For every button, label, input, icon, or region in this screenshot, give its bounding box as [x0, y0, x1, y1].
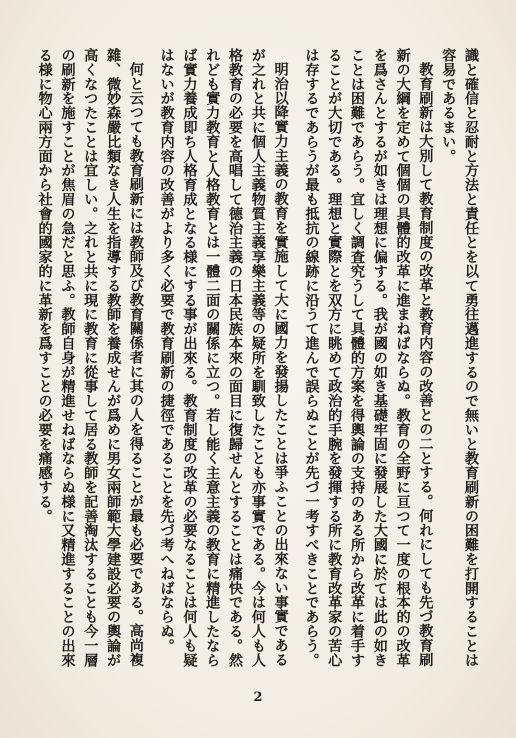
paragraph-meiji-education: 明治以降實力主義の教育を實施して大に國力を發揚したことは爭ふことの出來ない事實であるが之れと共に個人主義物質主義享樂主義等の疑所を馴致したことも亦事實である。今は何人も人格教育の必要を高唱して德治主義の日本民族本來の面目に復歸せんとすることは痛快である。然れども實力教育と人格教育とは一體二面の關係に立つ。若し能く主意主義の教育に精進したならば實力養成即ち人格育成となる様にする事が出來る。教育制度の改革の必要なることは何人も疑はないが教育内容の改善がより多く必要で教育刷新の捷徑であることを先づ考へねばならぬ。: [158, 48, 289, 668]
paragraph-continuation: 識と確信と忍耐と方法と責任とを以て勇往邁進するので無いと教育刷新の困難を打開することは容易であるまい。: [440, 48, 479, 668]
paragraph-teachers: 何と云つても教育刷新には教師及び教育關係者に其の人を得ることが最も必要である。高尚複雜、微妙森嚴比類なき人生を指導する教師を養成せんが爲めに男女兩師範大學建設必要の輿論が高くなつたことは宜しい。之れと共に現に教育に從事して居る教師を記善淘汰することも今一層の刷新を施すことが焦眉の急だと思ふ。教師自身が精進せねばならぬ様に又精進することの出來る様に物心兩方面から社會的國家的に革新を爲すことの必要を痛感する。: [36, 48, 144, 668]
paragraph-education-reform: 教育刷新は大別して教育制度の改革と教育内容の改善との二とする。何れにしても先づ教育刷新の大綱を定めて個個の具體的改革に進まねばならぬ。教育の全野に亘つて一度の根本的の改革を爲さんとするが如きは理想に偏する。我が國の如き基礎牢固に發展した大國に於ては此の如きことは困難であらう。宜しく調査究うして具體的方案を得輿論の支持のある所から改革に着手することが大切である。理想と實際とを双方に眺めて政治的手腕を發揮する所に教育改革家の苦心は存するであらうが最も抵抗の線跡に沿うて進んで誤らぬことが先づ一考すべきことであらう。: [303, 48, 434, 668]
vertical-text-body: [32, 48, 482, 678]
page-number: 2: [253, 690, 263, 705]
